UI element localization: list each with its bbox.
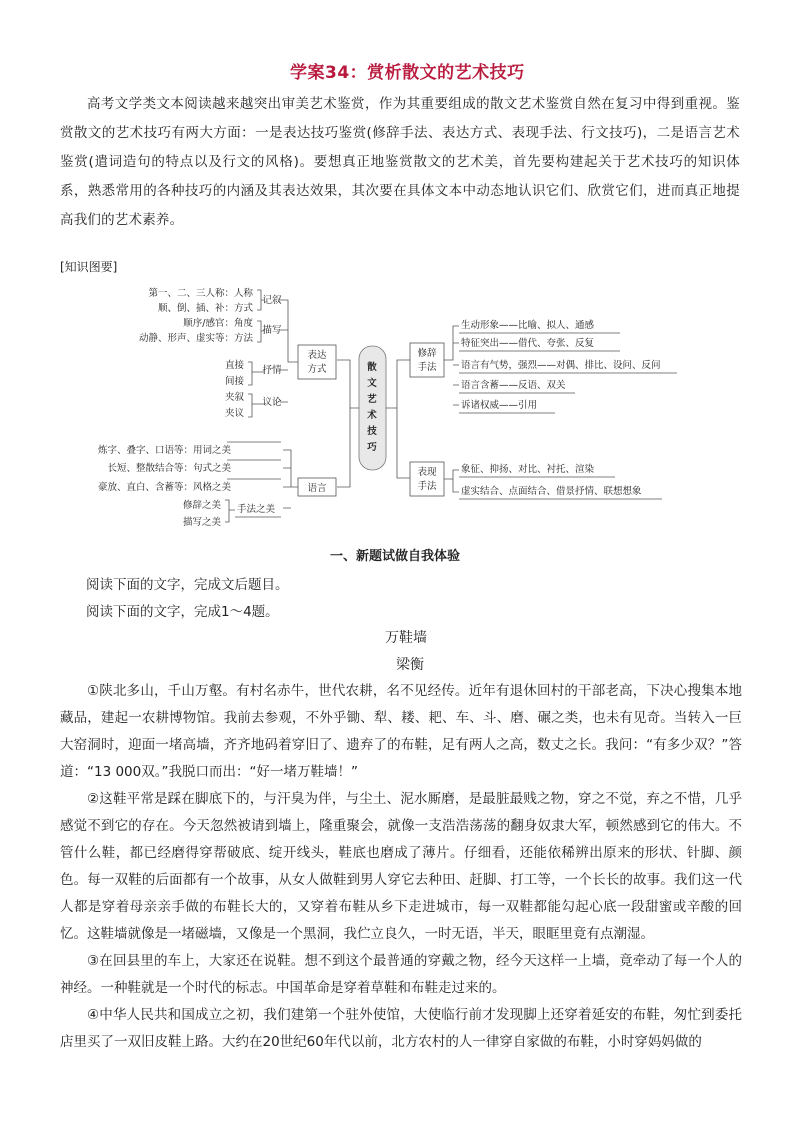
language-item: 炼字、叠字、口语等：用词之美 [97, 445, 231, 456]
description-item: 动静、形声、虚实等：方法 [138, 333, 253, 344]
instruction-2: 阅读下面的文字，完成1～4题。 [86, 604, 279, 620]
rhetoric-item: 特征突出——借代、夸张、反复 [461, 338, 595, 349]
argument-item: 夹叙 [224, 392, 244, 403]
mindmap-root-char: 文 [367, 378, 377, 389]
mode-lyric: 抒情 [262, 365, 282, 376]
mindmap-root-char: 艺 [367, 394, 377, 405]
mode-narration: 记叙 [262, 295, 282, 306]
expression-mode-label: 方式 [307, 364, 327, 375]
narration-item: 顺、倒、插、补：方式 [157, 303, 253, 314]
connector [283, 450, 298, 508]
section-heading: 一、新题试做自我体验 [330, 549, 461, 564]
connector [280, 300, 298, 402]
article-paragraph: ③在回县里的车上，大家还在说鞋。想不到这个最普通的穿戴之物，经今天这样一上墙，竟牵动了每一个人的神经。一种鞋就是一个时代的标志。中国革命是穿着草鞋和布鞋走过来的。 [60, 953, 742, 996]
article-author: 梁衡 [396, 657, 424, 673]
narration-item: 第一、二、三人称：人称 [148, 288, 253, 299]
mindmap-root-char: 散 [367, 362, 377, 373]
language-item: 豪放、直白、含蓄等：风格之美 [97, 482, 231, 493]
section-label: [知识图要] [60, 260, 118, 274]
expression-mode-label: 表达 [307, 350, 327, 361]
mindmap-root-char: 技 [367, 426, 377, 437]
lyric-item: 直接 [224, 360, 244, 371]
bracket [257, 290, 264, 310]
representation-label: 手法 [417, 481, 437, 492]
article-paragraph: ④中华人民共和国成立之初，我们建第一个驻外使馆，大使临行前才发现脚上还穿着延安的布鞋，匆忙到委托店里买了一双旧皮鞋上路。大约在20世纪60年代以前，北方农村的人一律穿自家做的布鞋，小时穿妈妈做的 [60, 1007, 742, 1050]
knowledge-mindmap [97, 282, 685, 530]
rhetoric-item: 生动形象——比喻、拟人、通感 [461, 320, 595, 331]
representation-item: 虚实结合、点面结合、借景抒情、联想想象 [461, 486, 642, 497]
language-label: 语言 [307, 483, 327, 494]
language-item: 长短、整散结合等：句式之美 [107, 463, 231, 474]
mindmap-root-char: 术 [367, 410, 377, 421]
underline [227, 442, 281, 479]
connector [444, 470, 459, 492]
mindmap-root-char: 巧 [367, 442, 377, 453]
connector [444, 326, 459, 405]
connector [386, 360, 410, 478]
mode-argument: 议论 [262, 397, 282, 408]
rhetoric-label: 手法 [417, 362, 437, 373]
representation-label: 表现 [417, 467, 437, 478]
connector [337, 360, 359, 487]
lyric-item: 间接 [224, 376, 244, 387]
rhetoric-item: 语言含蓄——反语、双关 [461, 380, 566, 391]
argument-item: 夹议 [224, 408, 244, 419]
bracket [225, 500, 235, 522]
article-title: 万鞋墙 [385, 630, 427, 646]
page-title: 学案34：赏析散文的艺术技巧 [290, 63, 525, 83]
article-body [60, 678, 742, 1056]
representation-item: 象征、抑扬、对比、衬托、渲染 [461, 464, 595, 475]
intro-paragraph: 高考文学类文本阅读越来越突出审美艺术鉴赏，作为其重要组成的散文艺术鉴赏自然在复习中得到重视。鉴赏散文的艺术技巧有两大方面：一是表达技巧鉴赏(修辞手法、表达方式、表现手法、行文技巧)，二是语言艺术鉴赏(遣词造句的特点以及行文的风格)。要想真正地鉴赏散文的艺术美，首先要构建起关于艺术技巧的知识体系，熟悉常用的各种技巧的内涵及其表达效果，其次要在具体文本中动态地认识它们、欣赏它们，进而真正地提高我们的艺术素养。 [60, 96, 740, 228]
technique-beauty-item: 修辞之美 [182, 500, 221, 511]
mode-description: 描写 [262, 325, 282, 336]
rhetoric-item: 语言有气势，强烈——对偶、排比、设问、反问 [461, 360, 661, 371]
technique-beauty-item: 描写之美 [182, 517, 221, 528]
rhetoric-label: 修辞 [417, 348, 437, 359]
technique-beauty-label: 手法之美 [237, 504, 276, 515]
article-paragraph: ①陕北多山，千山万壑。有村名赤牛，世代农耕，名不见经传。近年有退休回村的干部老高，下决心搜集本地藏品，建起一农耕博物馆。我前去参观，不外乎锄、犁、耧、耙、车、斗、磨、碾之类，也未有见奇。当转入一巨大窑洞时，迎面一堵高墙，齐齐地码着穿旧了、遗弃了的布鞋，足有两人之高，数丈之长。我问：“有多少双？”答道：“13 000双。”我脱口而出：“好一堵万鞋墙！” [60, 683, 742, 780]
rhetoric-item: 诉诸权威——引用 [461, 400, 538, 411]
article-paragraph: ②这鞋平常是踩在脚底下的，与汗臭为伴，与尘土、泥水厮磨，是最脏最贱之物，穿之不觉，弃之不惜，几乎感觉不到它的存在。今天忽然被请到墙上，隆重聚会，就像一支浩浩荡荡的翻身奴隶大军，顿然感到它的伟大。不管什么鞋，都已经磨得穿帮破底、绽开线头，鞋底也磨成了薄片。仔细看，还能依稀辨出原来的形状、针脚、颜色。每一双鞋的后面都有一个故事，从女人做鞋到男人穿它去种田、赶脚、打工等，一个长长的故事。我们这一代人都是穿着母亲亲手做的布鞋长大的，又穿着布鞋从乡下走进城市，每一双鞋都能勾起心底一段甜蜜或辛酸的回忆。这鞋墙就像是一堵磁墙，又像是一个黑洞，我伫立良久，一时无语，半天，眼眶里竟有点潮湿。 [60, 791, 742, 942]
instruction-1: 阅读下面的文字，完成文后题目。 [86, 577, 289, 593]
description-item: 顺序/感官：角度 [183, 318, 253, 329]
